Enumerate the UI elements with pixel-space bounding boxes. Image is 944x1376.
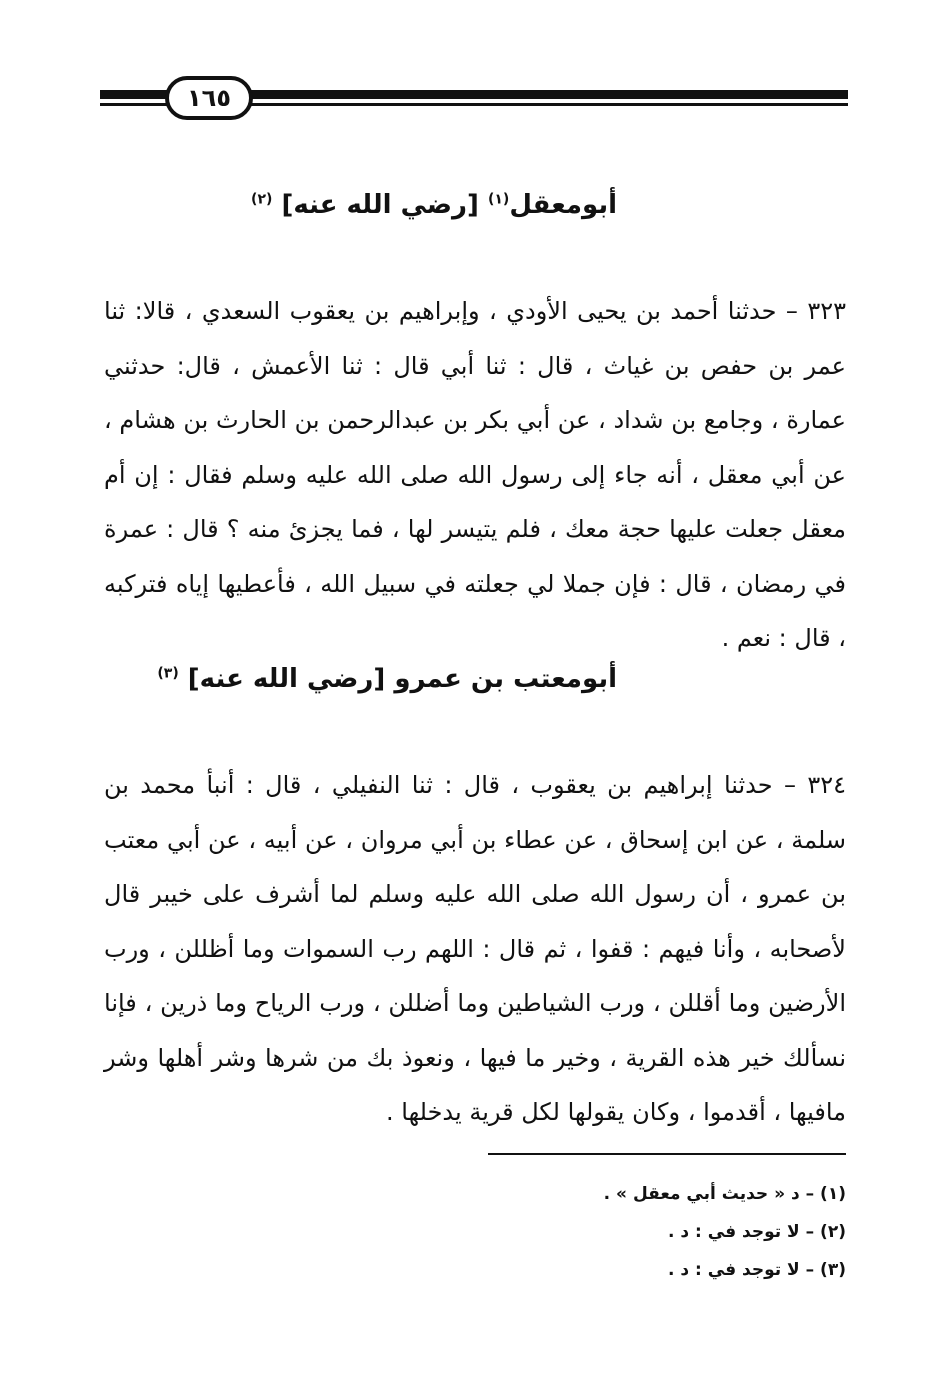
section-heading-2: [157, 664, 617, 694]
footnote-item: (٢) – لا توجد في : د .: [668, 1222, 846, 1242]
hadith-324-paragraph: ٣٢٤ – حدثنا إبراهيم بن يعقوب ، قال : ثنا النفيلي ، قال : أنبأ محمد بن سلمة ، عن ابن إسحاق ، عن عطاء بن أبي مروان ، عن أبيه ، عن أبي معتب بن عمرو ، أن رسول الله صلى الله عليه وسلم لما أشرف على خيبر قال لأصحابه ، وأنا فيهم : قفوا ، ثم قال : اللهم رب السموات وما أظللن ، ورب الأرضين وما أقللن ، ورب الشياطين وما أضللن ، ورب الرياح وما ذرين ، فإنا نسألك خير هذه القرية ، وخير ما فيها ، ونعوذ بك من شرها وشر أهلها وشر مافيها ، أقدموا ، وكان يقولها لكل قرية يدخلها .: [104, 771, 846, 1126]
footnote-item: (٣) – لا توجد في : د .: [668, 1260, 846, 1280]
footnote-item: (١) – د « حديث أبي معقل » .: [603, 1184, 846, 1204]
heading-1-note-ref-1: (١): [487, 191, 510, 208]
footnotes-list: [604, 1180, 846, 1294]
heading-2-note-ref: (٣): [157, 665, 179, 682]
hadith-323-paragraph: ٣٢٣ – حدثنا أحمد بن يحيى الأودي ، وإبراهيم بن يعقوب السعدي ، قالا: ثنا عمر بن حفص بن غياث ، قال : ثنا أبي قال : ثنا الأعمش ، قال: حدثني عمارة ، وجامع بن شداد ، عن أبي بكر بن عبدالرحمن بن الحارث بن هشام ، عن أبي معقل ، أنه جاء إلى رسول الله صلى الله عليه وسلم فقال : إن أم معقل جعلت عليها حجة معك ، فلم يتيسر لها ، فما يجزئ منه ؟ قال : عمرة في رمضان ، قال : فإن جملا لي جعلته في سبيل الله ، فأعطيها إياه فتركبه ، قال : نعم .: [104, 297, 846, 652]
footnote-separator: [488, 1153, 846, 1155]
page-number: ١٦٥: [165, 76, 253, 120]
page-header: [100, 76, 848, 126]
heading-2-name: أبومعتب بن عمرو [رضي الله عنه]: [178, 664, 617, 694]
heading-1-name: أبومعقل: [509, 190, 617, 220]
section-heading-1: [251, 190, 617, 220]
heading-1-suffix: [رضي الله عنه]: [272, 190, 488, 220]
heading-1-note-ref-2: (٢): [251, 191, 273, 208]
